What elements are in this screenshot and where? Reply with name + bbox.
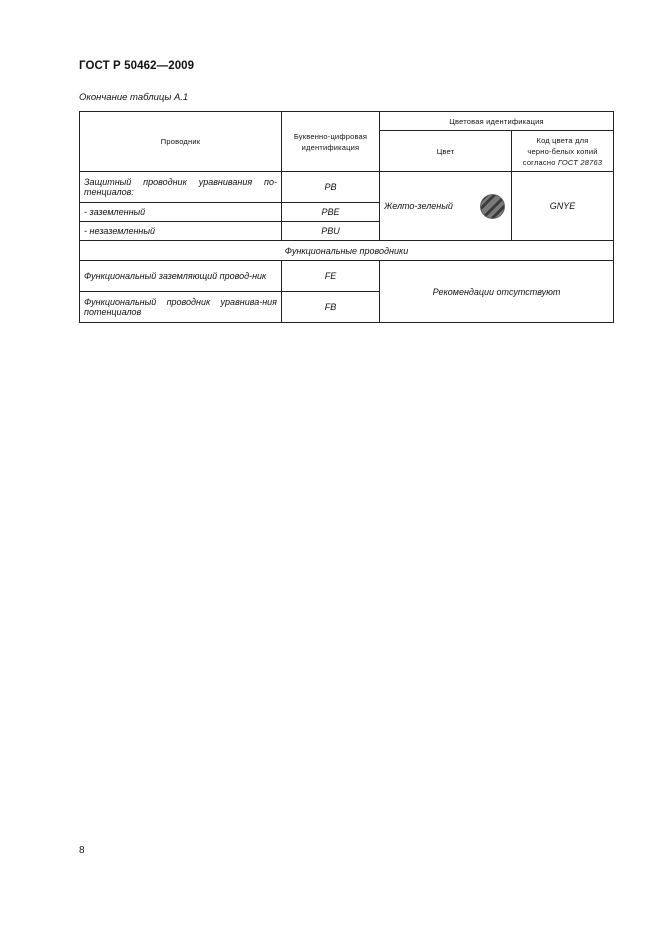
cell-func-bonding-name: Функциональный проводник уравнива-ния потенциалов [80, 292, 282, 323]
header-alnum-line-1: Буквенно-цифровая [293, 131, 368, 141]
header-alphanumeric-id [282, 112, 380, 172]
header-color: Цвет [380, 131, 512, 172]
cell-bw-code: GNYE [512, 172, 614, 241]
cell-grounded-code: PBE [282, 203, 380, 222]
header-bw-line-2: черно-белых копий [527, 146, 598, 156]
cell-ungrounded-name: - незаземленный [80, 222, 282, 241]
page-number: 8 [79, 845, 85, 856]
green-yellow-stripe-swatch-icon [480, 194, 505, 219]
cell-color-name [380, 172, 512, 241]
header-alnum-line-2: идентификация [301, 142, 360, 152]
cell-func-grounding-name: Функциональный заземляющий провод-ник [80, 261, 282, 292]
cell-recommendations: Рекомендации отсутствуют [380, 261, 614, 323]
header-conductor: Проводник [80, 112, 282, 172]
cell-grounded-name: - заземленный [80, 203, 282, 222]
header-bw-gost-ref: ГОСТ 28763 [557, 157, 603, 167]
header-bw-line-3: согласно [522, 157, 558, 167]
cell-protective-name: Защитный проводник уравнивания по-тенциалов: [80, 172, 282, 203]
cell-protective-code: PB [282, 172, 380, 203]
table-caption: Окончание таблицы А.1 [79, 92, 189, 103]
cell-func-bonding-code: FB [282, 292, 380, 323]
table-section-row [80, 241, 614, 261]
table-header-row-1 [80, 112, 614, 131]
header-bw-line-1: Код цвета для [536, 135, 589, 145]
cell-ungrounded-code: PBU [282, 222, 380, 241]
section-functional-conductors: Функциональные проводники [80, 241, 614, 261]
document-header: ГОСТ Р 50462—2009 [79, 60, 195, 72]
color-name-text: Желто-зеленый [384, 201, 453, 211]
table-row [80, 172, 614, 203]
header-bw-code [512, 131, 614, 172]
table-row [80, 261, 614, 292]
color-cell-content [384, 194, 507, 219]
header-color-identification: Цветовая идентификация [380, 112, 614, 131]
conductor-identification-table [79, 111, 614, 323]
cell-func-grounding-code: FE [282, 261, 380, 292]
